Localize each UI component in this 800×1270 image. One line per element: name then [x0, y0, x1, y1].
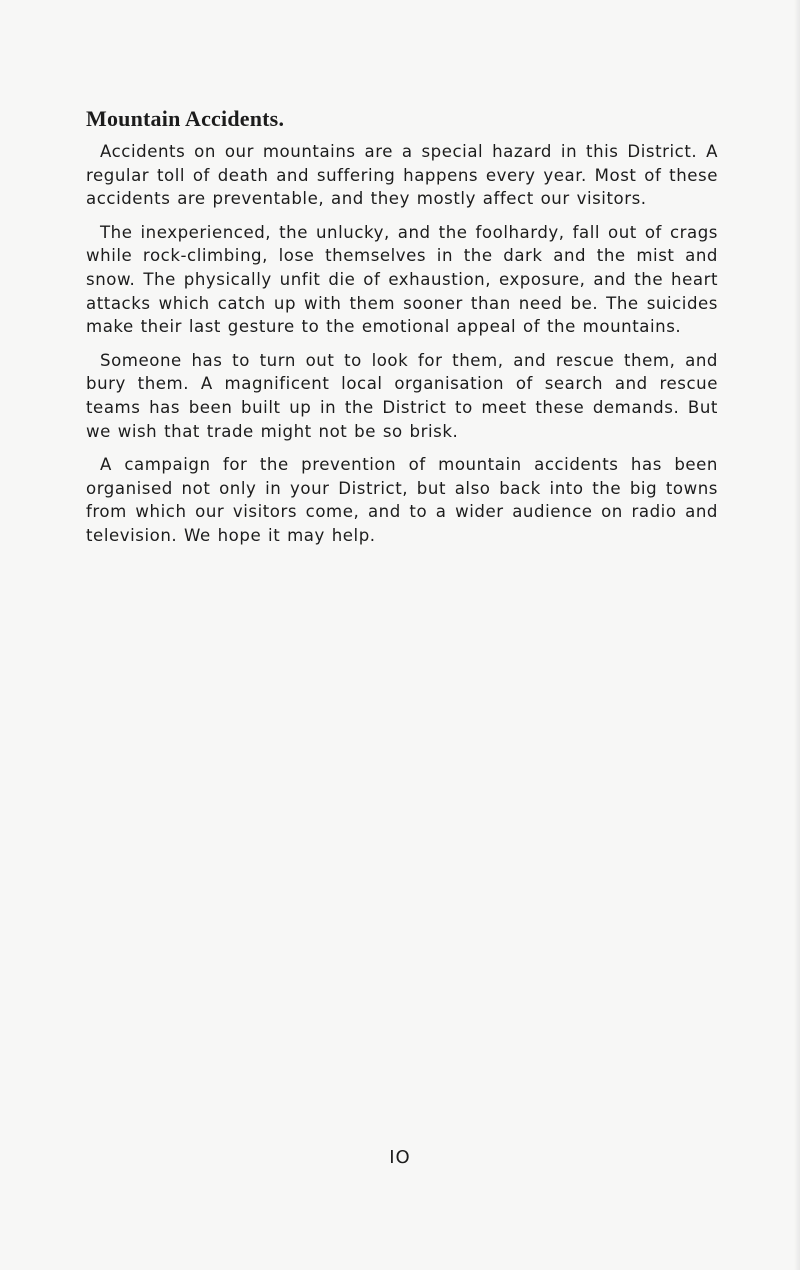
paragraph: Someone has to turn out to look for them, and rescue them, and bury them. A magnificent local organisation of search and rescue teams has been built up in the District to meet these demands. But we wish that trade might not be so brisk.	[86, 350, 718, 441]
paragraph: Accidents on our mountains are a special hazard in this District. A regular toll of death and suffering happens every year. Most of these accidents are preventable, and they mostly affect our visitors.	[86, 142, 718, 209]
paragraph: The inexperienced, the unlucky, and the foolhardy, fall out of crags while rock-climbing, lose themselves in the dark and the mist and snow. The physically unfit die of exhaustion, exposure, and the heart attacks which catch up with them sooner than need be. The suicides make their last gesture to the emotional appeal of the mountains.	[86, 222, 718, 337]
page-number: IO	[389, 1147, 411, 1168]
section-heading: Mountain Accidents.	[86, 106, 285, 131]
page-edge-shadow	[794, 0, 800, 1270]
paragraph: A campaign for the prevention of mountain accidents has been organised not only in your District, but also back into the big towns from which our visitors come, and to a wider audience on radio and television. We hope it may help.	[86, 455, 718, 545]
body-text	[86, 140, 718, 558]
